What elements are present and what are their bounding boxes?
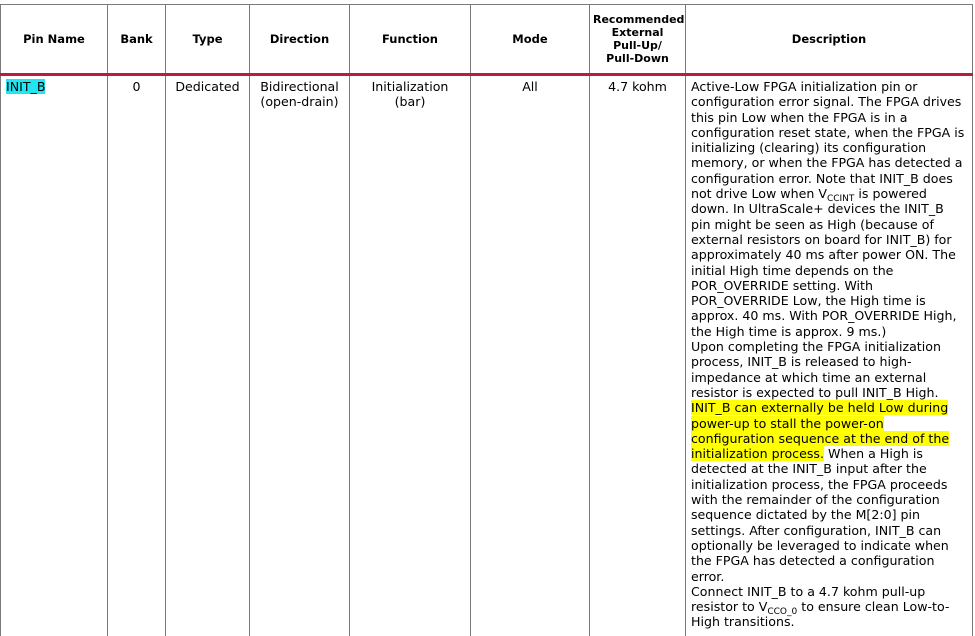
desc-1b: is powered down. In UltraScale+ devices the INIT_B pin might be seen as High (because of external resistors on board for INIT_B) for approximately 40 ms after power ON. The initial High time depends on the POR_OVERRIDE setting. With POR_OVERRIDE Low, the High time is approx. 40 ms. With POR_OVERRIDE High, the High time is approx. 9 ms.) bbox=[691, 186, 957, 339]
desc-3a: Connect INIT_B to a 4.7 kohm pull-up resistor to V bbox=[691, 583, 926, 615]
header-rec-line-3: Pull-Up/ bbox=[613, 39, 662, 52]
cell-function bbox=[350, 75, 471, 636]
cell-description bbox=[686, 75, 973, 636]
header-direction: Direction bbox=[250, 5, 350, 75]
cell-pin-name bbox=[1, 75, 108, 636]
header-pin-name: Pin Name bbox=[1, 5, 108, 75]
header-rec-line-4: Pull-Down bbox=[606, 52, 669, 65]
header-type: Type bbox=[166, 5, 250, 75]
cell-mode: All bbox=[471, 75, 590, 636]
cell-bank: 0 bbox=[108, 75, 166, 636]
cell-direction bbox=[250, 75, 350, 636]
header-bank: Bank bbox=[108, 5, 166, 75]
desc-2b: When a High is detected at the INIT_B input after the initialization process, the FPGA proceeds with the remainder of the configuration sequence dictated by the M[2:0] pin settings. After configuration, INIT_B can optionally be leveraged to indicate when the FPGA has detected a configuration error. bbox=[691, 446, 949, 584]
direction-line-1: Bidirectional bbox=[260, 79, 339, 94]
header-row bbox=[1, 5, 973, 75]
description-paragraph-2 bbox=[691, 339, 967, 584]
pin-name-highlighted: INIT_B bbox=[6, 79, 46, 94]
header-function: Function bbox=[350, 5, 471, 75]
table-row bbox=[1, 75, 973, 636]
header-rec-line-2: External bbox=[611, 26, 664, 39]
pin-table bbox=[0, 4, 973, 636]
function-line-2: (bar) bbox=[394, 94, 426, 110]
desc-3-sub: CCO_0 bbox=[767, 607, 798, 618]
desc-highlighted-text: INIT_B can externally be held Low during power-up to stall the power-on configuration sequence at the end of the initialization process. bbox=[691, 400, 950, 462]
cell-pull: 4.7 kohm bbox=[590, 75, 686, 636]
function-line-1: Initialization bbox=[371, 79, 449, 94]
header-rec-line-1: Recommended bbox=[593, 13, 685, 26]
desc-1-sub: CCINT bbox=[826, 194, 855, 205]
desc-1a: Active-Low FPGA initialization pin or configuration error signal. The FPGA drives this pin Low when the FPGA is in a configuration reset state, when the FPGA is initializing (clearing) its configuration memory, or when the FPGA has detected a configuration error. Note that INIT_B does not drive Low when V bbox=[691, 79, 965, 202]
direction-line-2: (open-drain) bbox=[260, 94, 339, 110]
desc-3b: to ensure clean Low-to-High transitions. bbox=[691, 599, 950, 630]
cell-type: Dedicated bbox=[166, 75, 250, 636]
description-paragraph-3 bbox=[691, 584, 967, 630]
header-mode: Mode bbox=[471, 5, 590, 75]
header-recommended-pull bbox=[590, 5, 686, 75]
description-paragraph-1 bbox=[691, 79, 967, 339]
header-description: Description bbox=[686, 5, 973, 75]
desc-2a: Upon completing the FPGA initialization process, INIT_B is released to high-impedance at which time an external resistor is expected to pull INIT_B High. bbox=[691, 339, 941, 400]
